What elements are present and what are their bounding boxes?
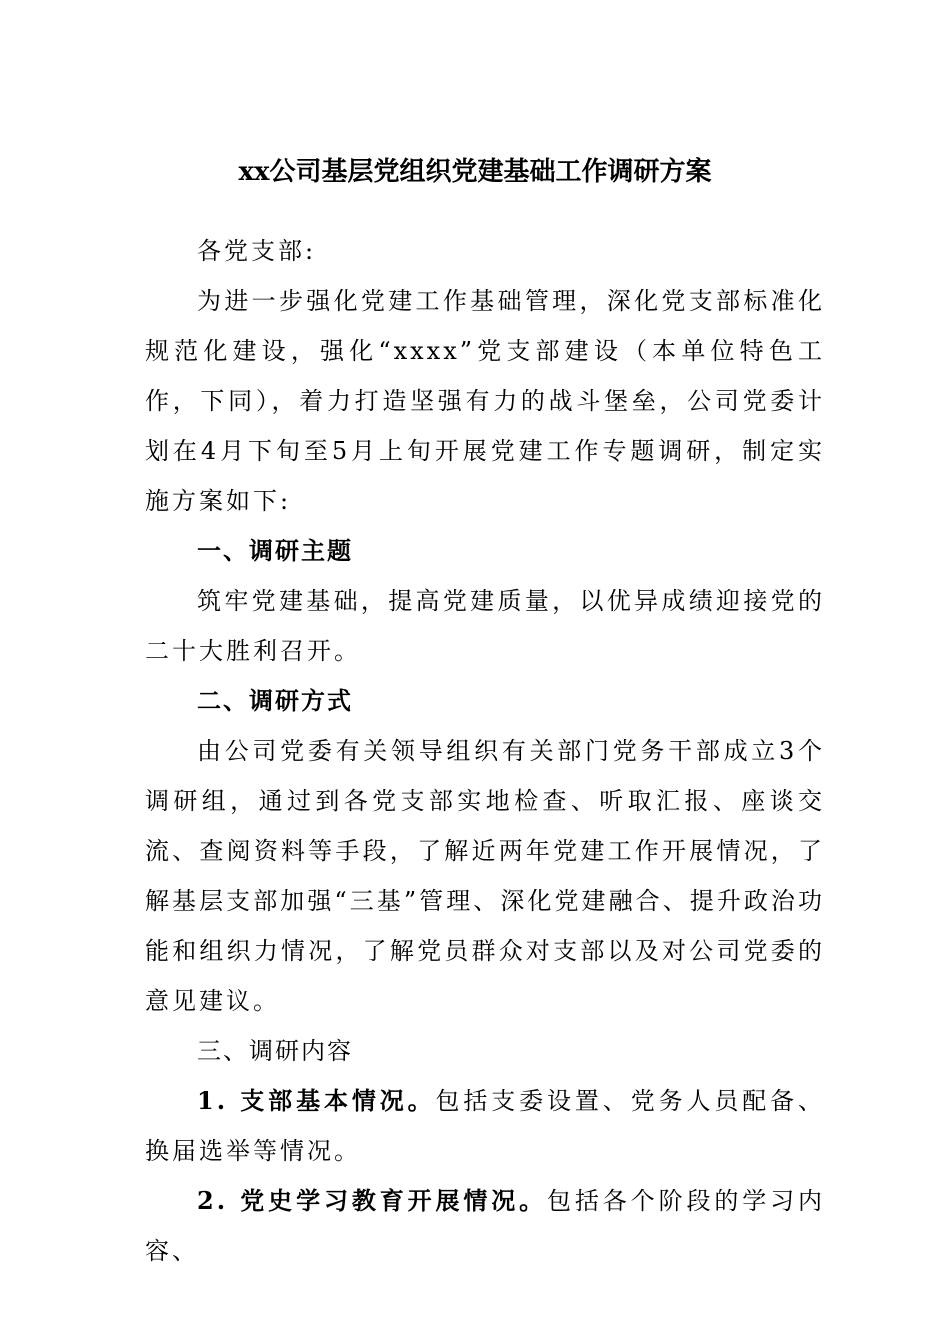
section-heading-content: 三、调研内容 xyxy=(197,1037,353,1065)
document-title: xx公司基层党组织党建基础工作调研方案 xyxy=(238,157,712,187)
section-body-method: 由公司党委有关领导组织有关部门党务干部成立3个调研组，通过到各党支部实地检查、听取汇报、座谈交流、查阅资料等手段，了解近两年党建工作开展情况，了解基层支部加强“三基”管理、深化党建融合、提升政治功能和组织力情况，了解党员群众对支部以及对公司党委的意见建议。 xyxy=(145,737,825,1015)
section-heading-theme: 一、调研主题 xyxy=(197,536,353,565)
content-item-1 xyxy=(145,1076,825,1176)
content-item-2 xyxy=(145,1176,825,1276)
section-body-theme: 筑牢党建基础，提高党建质量，以优异成绩迎接党的二十大胜利召开。 xyxy=(145,587,825,665)
content-item-2-text: 包括各个阶段的学习内容、 xyxy=(145,1187,825,1265)
content-item-1-lead: 1. 支部基本情况。 xyxy=(197,1086,436,1115)
content-item-2-lead: 2. 党史学习教育开展情况。 xyxy=(197,1186,548,1215)
content-item-1-text: 包括支委设置、党务人员配备、换届选举等情况。 xyxy=(145,1087,825,1165)
document-body xyxy=(145,226,825,1276)
salutation: 各党支部: xyxy=(197,237,317,265)
section-heading-method: 二、调研方式 xyxy=(197,686,353,715)
intro-paragraph: 为进一步强化党建工作基础管理，深化党支部标准化规范化建设，强化“xxxx”党支部建设（本单位特色工作，下同），着力打造坚强有力的战斗堡垒，公司党委计划在4月下旬至5月上旬开展党建工作专题调研，制定实施方案如下: xyxy=(145,287,825,515)
